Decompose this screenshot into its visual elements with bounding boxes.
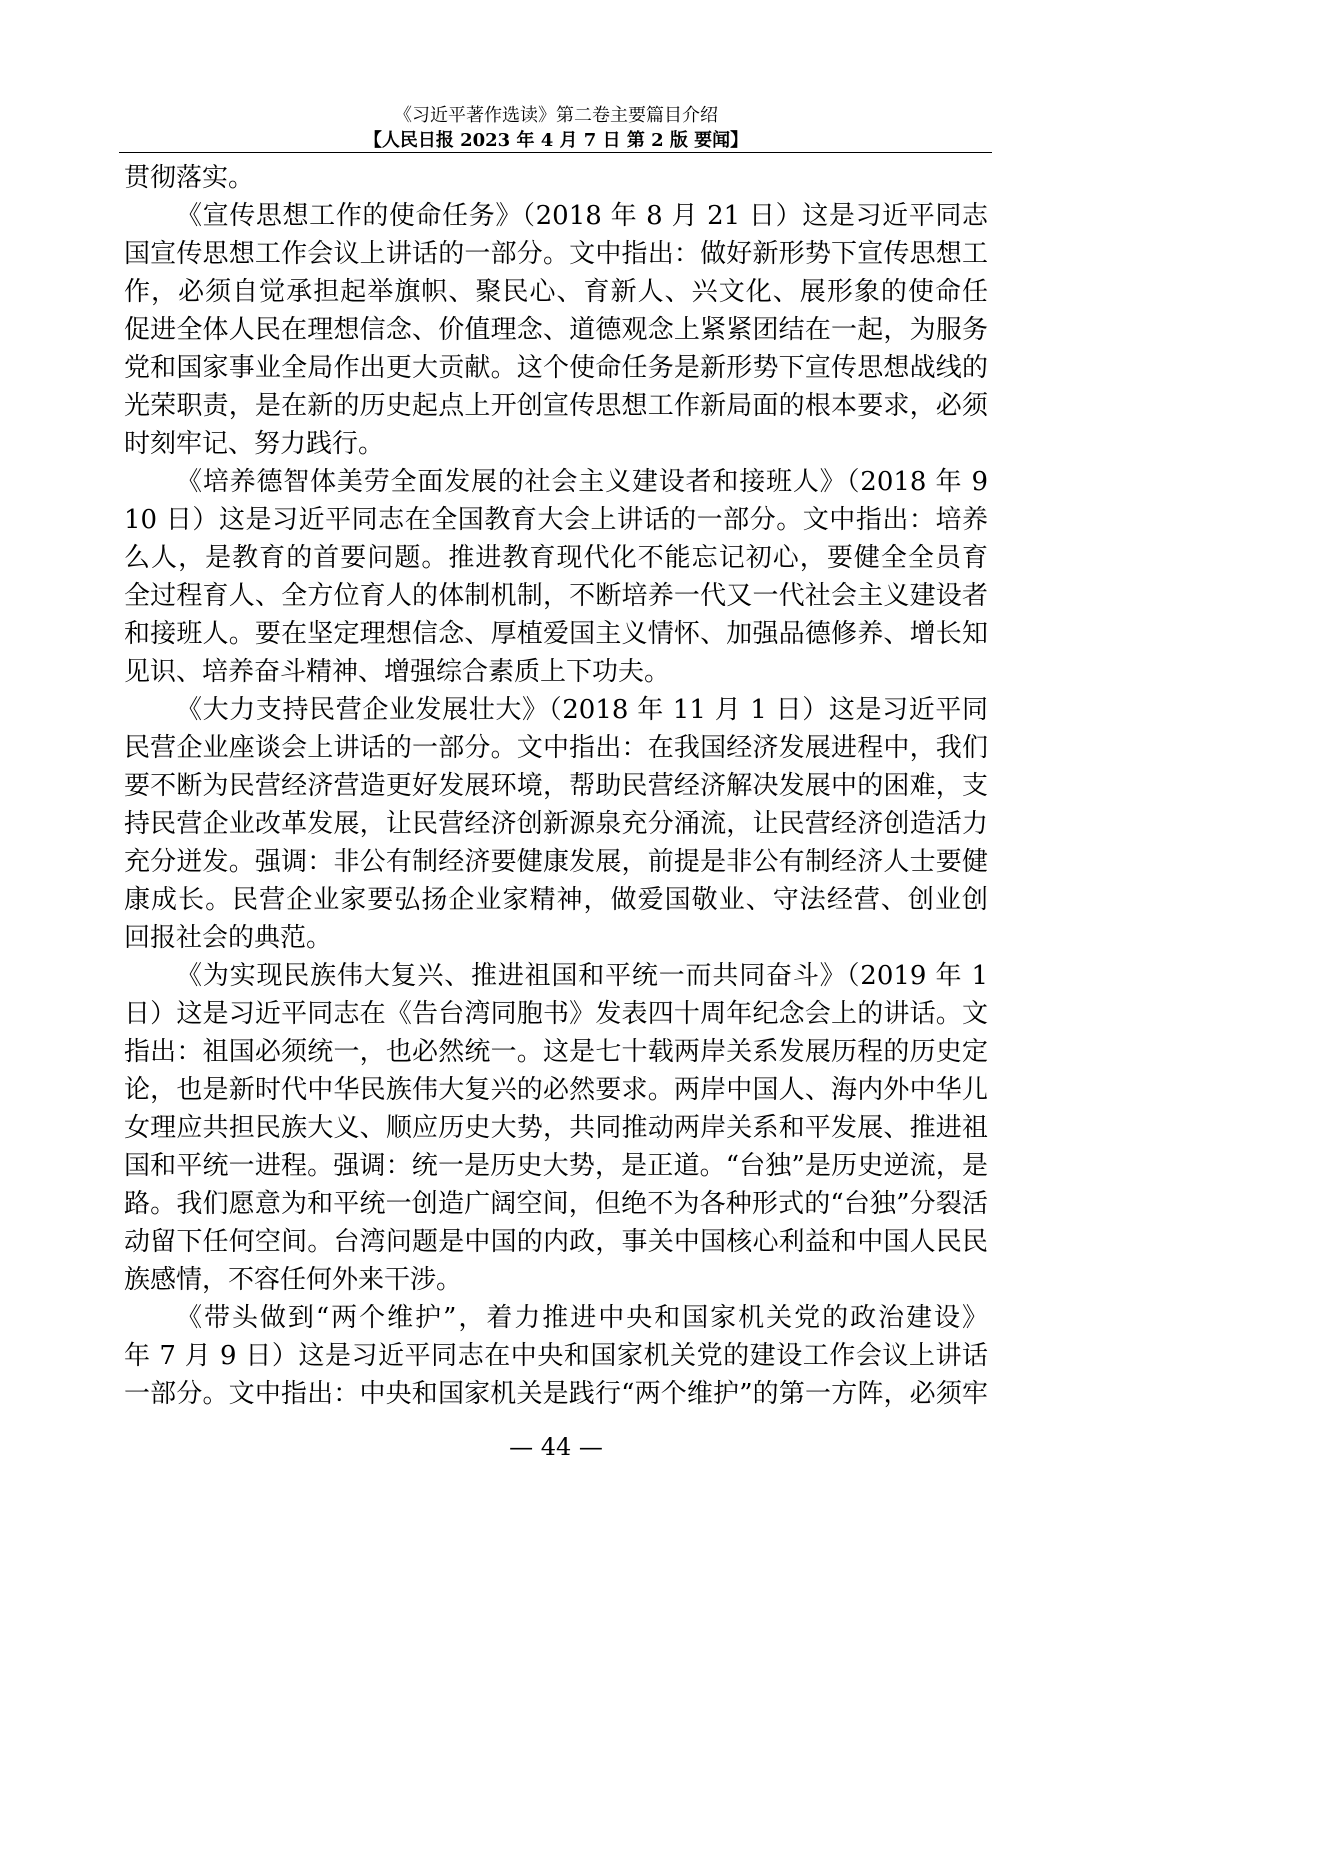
text-line: 日）这是习近平同志在《告台湾同胞书》发表四十周年纪念会上的讲话。文: [124, 999, 988, 1029]
text-line: 《宣传思想工作的使命任务》（2018 年 8 月 21 日）这是习近平同志: [176, 201, 988, 231]
text-line: 路。我们愿意为和平统一创造广阔空间，但绝不为各种形式的“台独”分裂活: [124, 1189, 988, 1219]
source-citation: 【人民日报 2023 年 4 月 7 日 第 2 版 要闻】: [363, 130, 749, 151]
text-line: 光荣职责，是在新的历史起点上开创宣传思想工作新局面的根本要求，必须: [124, 391, 988, 421]
text-line: 和接班人。要在坚定理想信念、厚植爱国主义情怀、加强品德修养、增长知: [124, 619, 988, 649]
header-divider: [119, 152, 992, 153]
article-entry: [124, 691, 988, 957]
body-text: [124, 159, 988, 1413]
text-line: 《为实现民族伟大复兴、推进祖国和平统一而共同奋斗》（2019 年 1: [176, 961, 988, 991]
text-line: 时刻牢记、努力践行。: [124, 429, 385, 459]
text-line: 康成长。民营企业家要弘扬企业家精神，做爱国敬业、守法经营、创业创: [124, 885, 988, 915]
article-entry: [124, 957, 988, 1299]
text-line: 族感情，不容任何外来干涉。: [124, 1265, 463, 1295]
text-line: 10 日）这是习近平同志在全国教育大会上讲话的一部分。文中指出：培养: [124, 505, 988, 535]
article-entry: [124, 197, 988, 463]
text-line: 指出：祖国必须统一，也必然统一。这是七十载两岸关系发展历程的历史定: [124, 1037, 988, 1067]
text-line: 动留下任何空间。台湾问题是中国的内政，事关中国核心利益和中国人民民: [124, 1227, 988, 1257]
text-line: 全过程育人、全方位育人的体制机制，不断培养一代又一代社会主义建设者: [124, 581, 988, 611]
text-line: 充分迸发。强调：非公有制经济要健康发展，前提是非公有制经济人士要健: [124, 847, 988, 877]
text-line: 论，也是新时代中华民族伟大复兴的必然要求。两岸中国人、海内外中华儿: [124, 1075, 988, 1105]
text-line: 党和国家事业全局作出更大贡献。这个使命任务是新形势下宣传思想战线的: [124, 353, 988, 383]
text-line: 年 7 月 9 日）这是习近平同志在中央和国家机关党的建设工作会议上讲话: [124, 1341, 988, 1371]
text-line: 《培养德智体美劳全面发展的社会主义建设者和接班人》（2018 年 9: [176, 467, 988, 497]
text-line: 持民营企业改革发展，让民营经济创新源泉充分涌流，让民营经济创造活力: [124, 809, 988, 839]
text-line: 促进全体人民在理想信念、价值理念、道德观念上紧紧团结在一起，为服务: [124, 315, 988, 345]
article-entry: [124, 1299, 988, 1413]
text-line: 民营企业座谈会上讲话的一部分。文中指出：在我国经济发展进程中，我们: [124, 733, 988, 763]
text-line: 一部分。文中指出：中央和国家机关是践行“两个维护”的第一方阵，必须牢: [124, 1379, 988, 1409]
text-line: 《大力支持民营企业发展壮大》（2018 年 11 月 1 日）这是习近平同: [176, 695, 988, 725]
text-line: 见识、培养奋斗精神、增强综合素质上下功夫。: [124, 657, 671, 687]
text-line: 作，必须自觉承担起举旗帜、聚民心、育新人、兴文化、展形象的使命任: [124, 277, 988, 307]
continued-paragraph: [124, 159, 988, 197]
text-line: 贯彻落实。: [124, 163, 255, 193]
page-number: — 44 —: [509, 1433, 603, 1461]
text-line: 回报社会的典范。: [124, 923, 333, 953]
text-line: 么人，是教育的首要问题。推进教育现代化不能忘记初心，要健全全员育: [124, 543, 988, 573]
text-line: 《带头做到“两个维护”，着力推进中央和国家机关党的政治建设》: [176, 1303, 988, 1333]
article-entry: [124, 463, 988, 691]
text-line: 国和平统一进程。强调：统一是历史大势，是正道。“台独”是历史逆流，是: [124, 1151, 988, 1181]
text-line: 国宣传思想工作会议上讲话的一部分。文中指出：做好新形势下宣传思想工: [124, 239, 988, 269]
page-header: [124, 103, 988, 153]
text-line: 要不断为民营经济营造更好发展环境，帮助民营经济解决发展中的困难，支: [124, 771, 988, 801]
text-line: 女理应共担民族大义、顺应历史大势，共同推动两岸关系和平发展、推进祖: [124, 1113, 988, 1143]
document-title: 《习近平著作选读》第二卷主要篇目介绍: [394, 105, 718, 126]
